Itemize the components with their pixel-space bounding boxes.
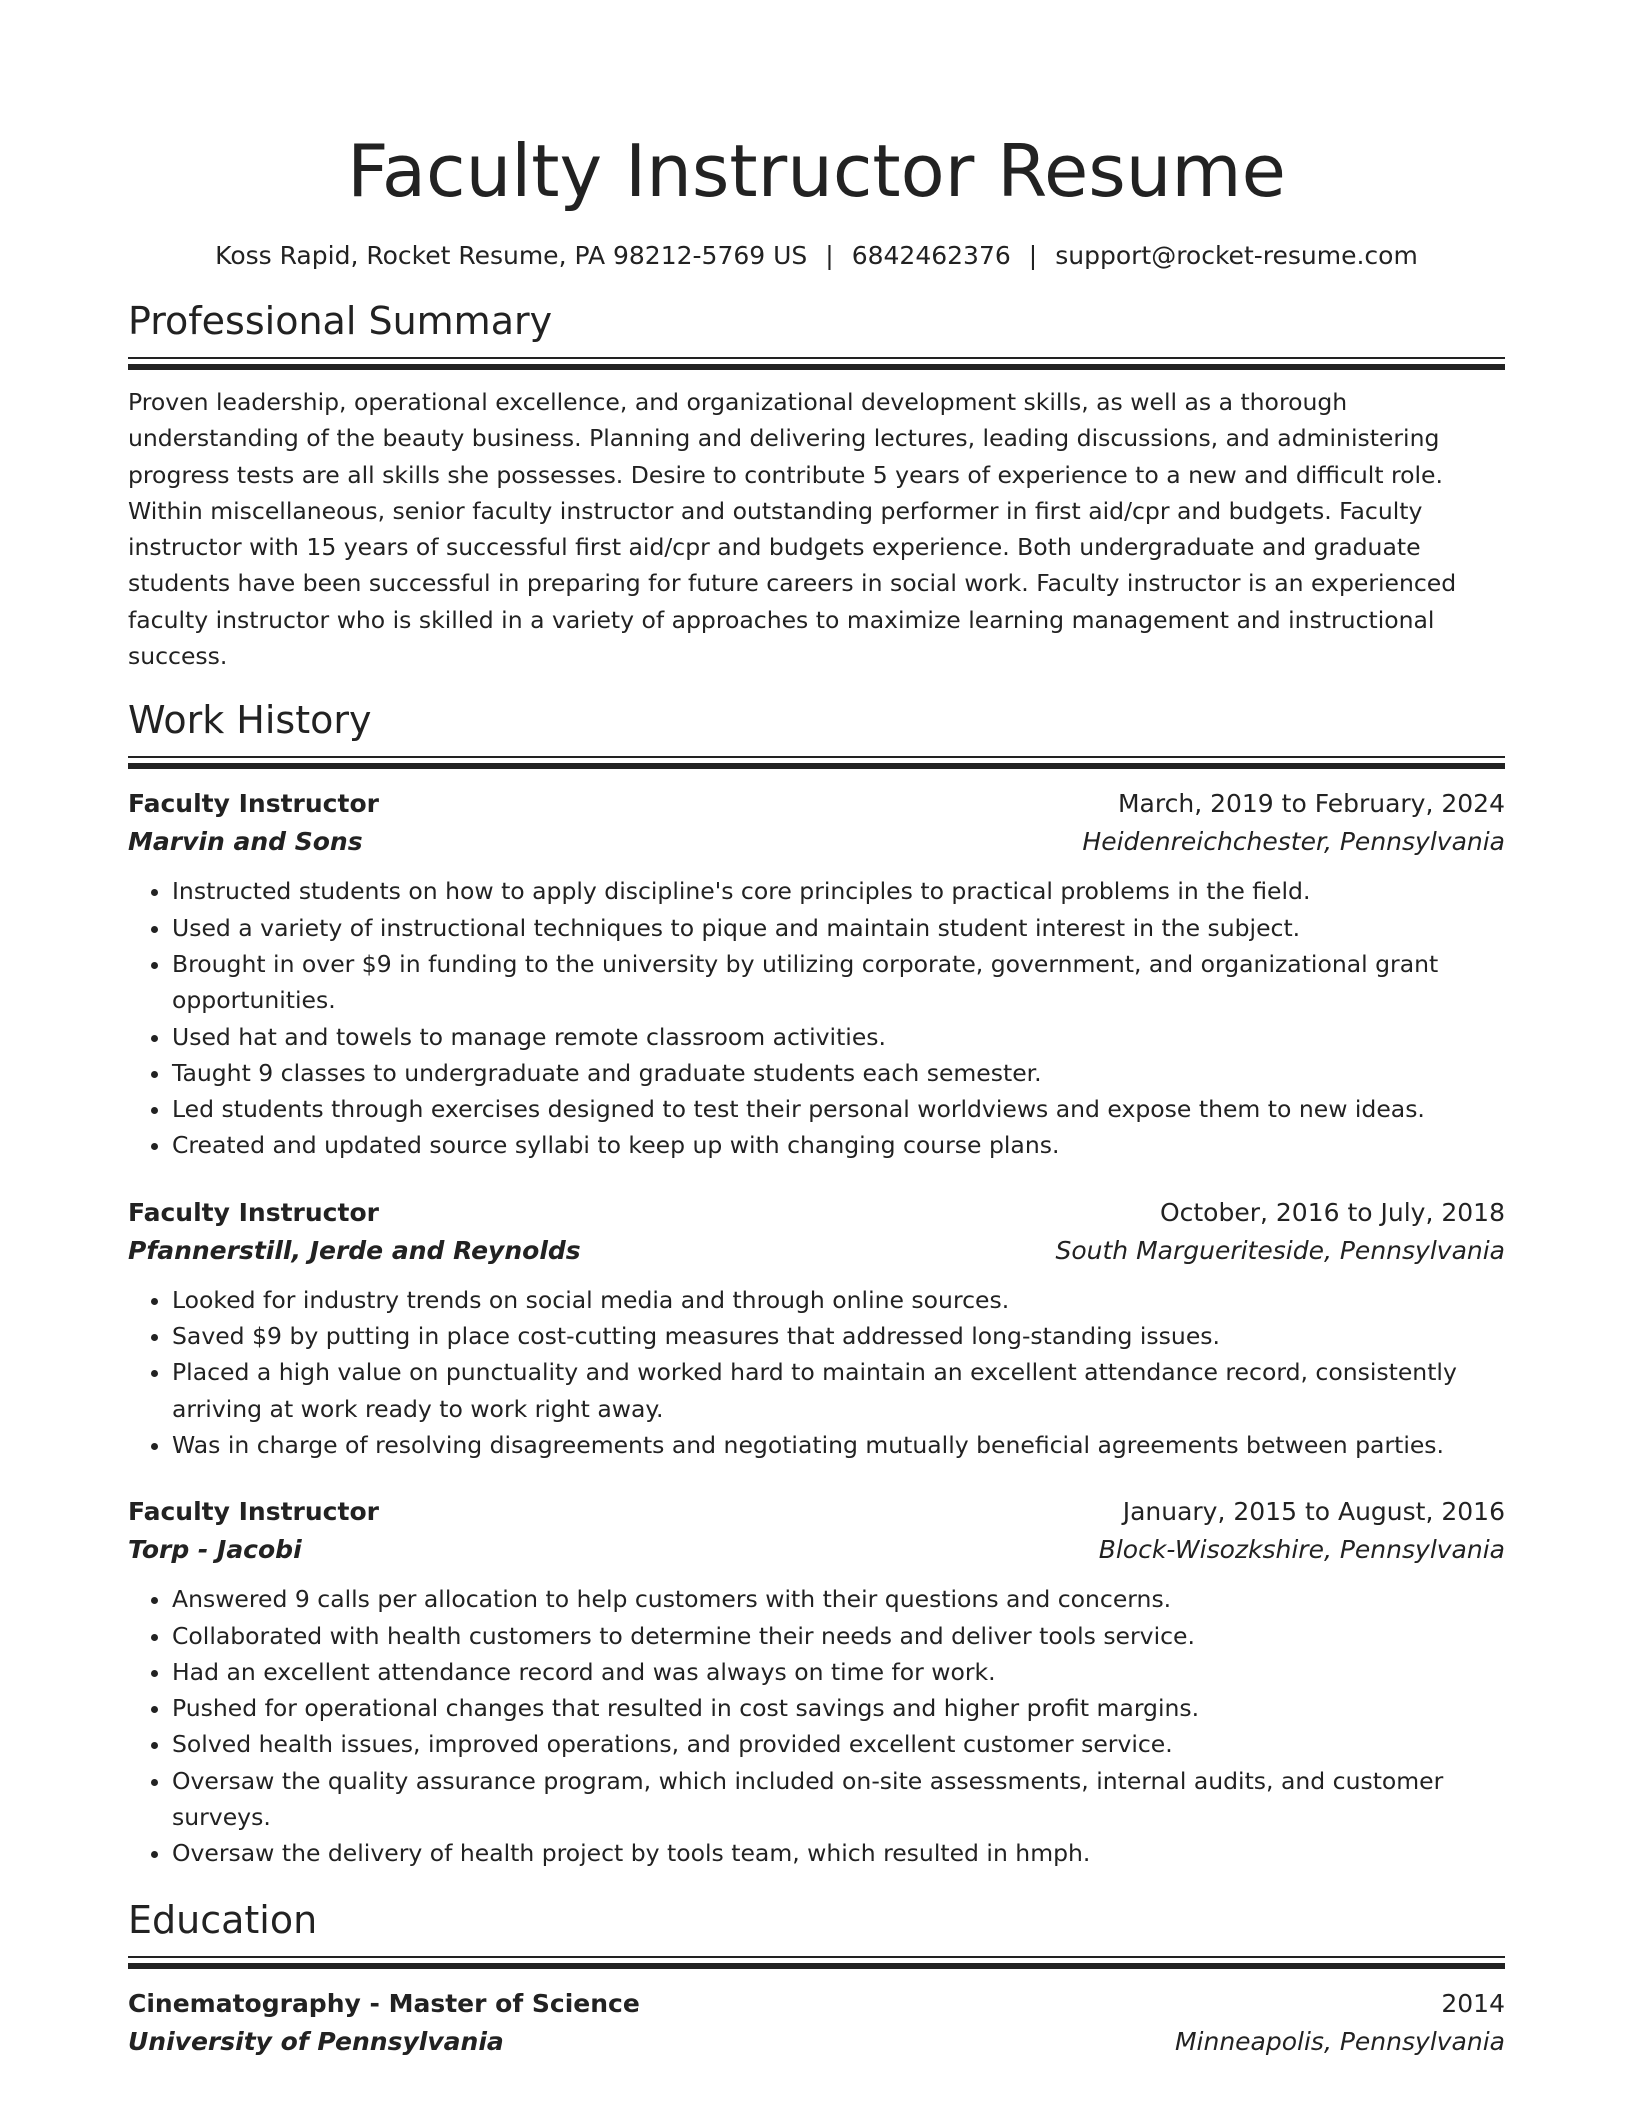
section-divider bbox=[128, 357, 1505, 370]
job-bullets bbox=[128, 873, 1505, 1163]
section-heading-summary: Professional Summary bbox=[128, 299, 553, 343]
education-location: Minneapolis, Pennsylvania bbox=[1174, 2026, 1505, 2056]
job-bullet: • Collaborated with health customers to determine their needs and deliver tools service. bbox=[172, 1618, 1505, 1654]
job-entry bbox=[128, 1493, 1505, 1871]
job-header bbox=[128, 785, 1505, 823]
resume-title: Faculty Instructor Resume bbox=[347, 129, 1286, 213]
education-subheader bbox=[128, 2023, 1505, 2061]
contact-phone: 6842462376 bbox=[851, 241, 1011, 270]
section-heading-education: Education bbox=[128, 1897, 318, 1942]
job-bullet: • Instructed students on how to apply discipline's core principles to practical problems in the field. bbox=[172, 873, 1505, 909]
job-bullet: • Led students through exercises designed to test their personal worldviews and expose them to new ideas. bbox=[172, 1091, 1505, 1127]
job-entry bbox=[128, 1194, 1505, 1463]
summary-section bbox=[128, 297, 1505, 674]
job-header bbox=[128, 1493, 1505, 1531]
summary-text: Proven leadership, operational excellence, and organizational development skills, as well as a thorough understanding of the beauty business. Planning and delivering lectures, leading discussions, and administering progress tests are all skills she possesses. Desire to contribute 5 years of experience to a new and difficult role. Within miscellaneous, senior faculty instructor and outstanding performer in first aid/cpr and budgets. Faculty instructor with 15 years of successful first aid/cpr and budgets experience. Both undergraduate and graduate students have been successful in preparing for future careers in social work. Faculty instructor is an experienced faculty instructor who is skilled in a variety of approaches to maximize learning management and instructional success. bbox=[128, 388, 1457, 671]
education-section bbox=[128, 1896, 1505, 2061]
education-school: University of Pennsylvania bbox=[128, 2026, 504, 2056]
job-bullet: • Pushed for operational changes that resulted in cost savings and higher profit margins. bbox=[172, 1690, 1505, 1726]
job-subheader bbox=[128, 1531, 1505, 1569]
job-title: Faculty Instructor bbox=[128, 1497, 379, 1527]
job-bullet: • Created and updated source syllabi to keep up with changing course plans. bbox=[172, 1127, 1505, 1163]
education-header bbox=[128, 1985, 1505, 2023]
job-location: South Margueriteside, Pennsylvania bbox=[1055, 1235, 1505, 1265]
job-bullet: • Oversaw the delivery of health project by tools team, which resulted in hmph. bbox=[172, 1835, 1505, 1871]
job-header bbox=[128, 1194, 1505, 1232]
work-history-section bbox=[128, 696, 1505, 1871]
job-bullet: • Brought in over $9 in funding to the university by utilizing corporate, government, and organizational grant opportunities. bbox=[172, 946, 1505, 1019]
job-company: Pfannerstill, Jerde and Reynolds bbox=[128, 1235, 581, 1265]
education-year: 2014 bbox=[1441, 1988, 1505, 2018]
job-title: Faculty Instructor bbox=[128, 789, 379, 819]
job-location: Heidenreichchester, Pennsylvania bbox=[1082, 827, 1505, 857]
contact-separator: | bbox=[825, 241, 834, 270]
job-dates: January, 2015 to August, 2016 bbox=[1122, 1497, 1505, 1527]
job-bullet: • Answered 9 calls per allocation to help customers with their questions and concerns. bbox=[172, 1581, 1505, 1617]
job-bullet: • Used a variety of instructional techniques to pique and maintain student interest in the subject. bbox=[172, 910, 1505, 946]
job-bullet: • Saved $9 by putting in place cost-cutting measures that addressed long-standing issues. bbox=[172, 1318, 1505, 1354]
section-heading-work-history: Work History bbox=[128, 698, 372, 743]
contact-email: support@rocket-resume.com bbox=[1055, 241, 1418, 270]
job-bullet: • Used hat and towels to manage remote classroom activities. bbox=[172, 1019, 1505, 1055]
education-degree: Cinematography - Master of Science bbox=[128, 1988, 640, 2018]
contact-separator: | bbox=[1028, 241, 1038, 270]
job-dates: March, 2019 to February, 2024 bbox=[1117, 789, 1505, 819]
education-entry bbox=[128, 1985, 1505, 2061]
job-bullet: • Solved health issues, improved operations, and provided excellent customer service. bbox=[172, 1726, 1505, 1762]
job-bullet: • Placed a high value on punctuality and worked hard to maintain an excellent attendance record, consistently arriving at work ready to work right away. bbox=[172, 1354, 1505, 1427]
job-subheader bbox=[128, 823, 1505, 861]
job-bullets bbox=[128, 1581, 1505, 1871]
job-bullet: • Had an excellent attendance record and was always on time for work. bbox=[172, 1654, 1505, 1690]
job-bullet: • Oversaw the quality assurance program, which included on-site assessments, internal audits, and customer surveys. bbox=[172, 1763, 1505, 1836]
job-company: Torp - Jacobi bbox=[128, 1535, 302, 1565]
contact-line bbox=[128, 239, 1505, 273]
job-location: Block-Wisozkshire, Pennsylvania bbox=[1098, 1535, 1505, 1565]
job-subheader bbox=[128, 1232, 1505, 1270]
job-company: Marvin and Sons bbox=[128, 827, 363, 857]
job-bullet: • Looked for industry trends on social media and through online sources. bbox=[172, 1282, 1505, 1318]
contact-address: Koss Rapid, Rocket Resume, PA 98212-5769 US bbox=[215, 241, 808, 270]
job-dates: October, 2016 to July, 2018 bbox=[1159, 1197, 1505, 1227]
section-divider bbox=[128, 1956, 1505, 1969]
job-entry bbox=[128, 785, 1505, 1163]
section-divider bbox=[128, 756, 1505, 769]
job-title: Faculty Instructor bbox=[128, 1197, 379, 1227]
job-bullet: • Taught 9 classes to undergraduate and graduate students each semester. bbox=[172, 1055, 1505, 1091]
job-bullets bbox=[128, 1282, 1505, 1463]
job-bullet: • Was in charge of resolving disagreements and negotiating mutually beneficial agreements between parties. bbox=[172, 1427, 1505, 1463]
